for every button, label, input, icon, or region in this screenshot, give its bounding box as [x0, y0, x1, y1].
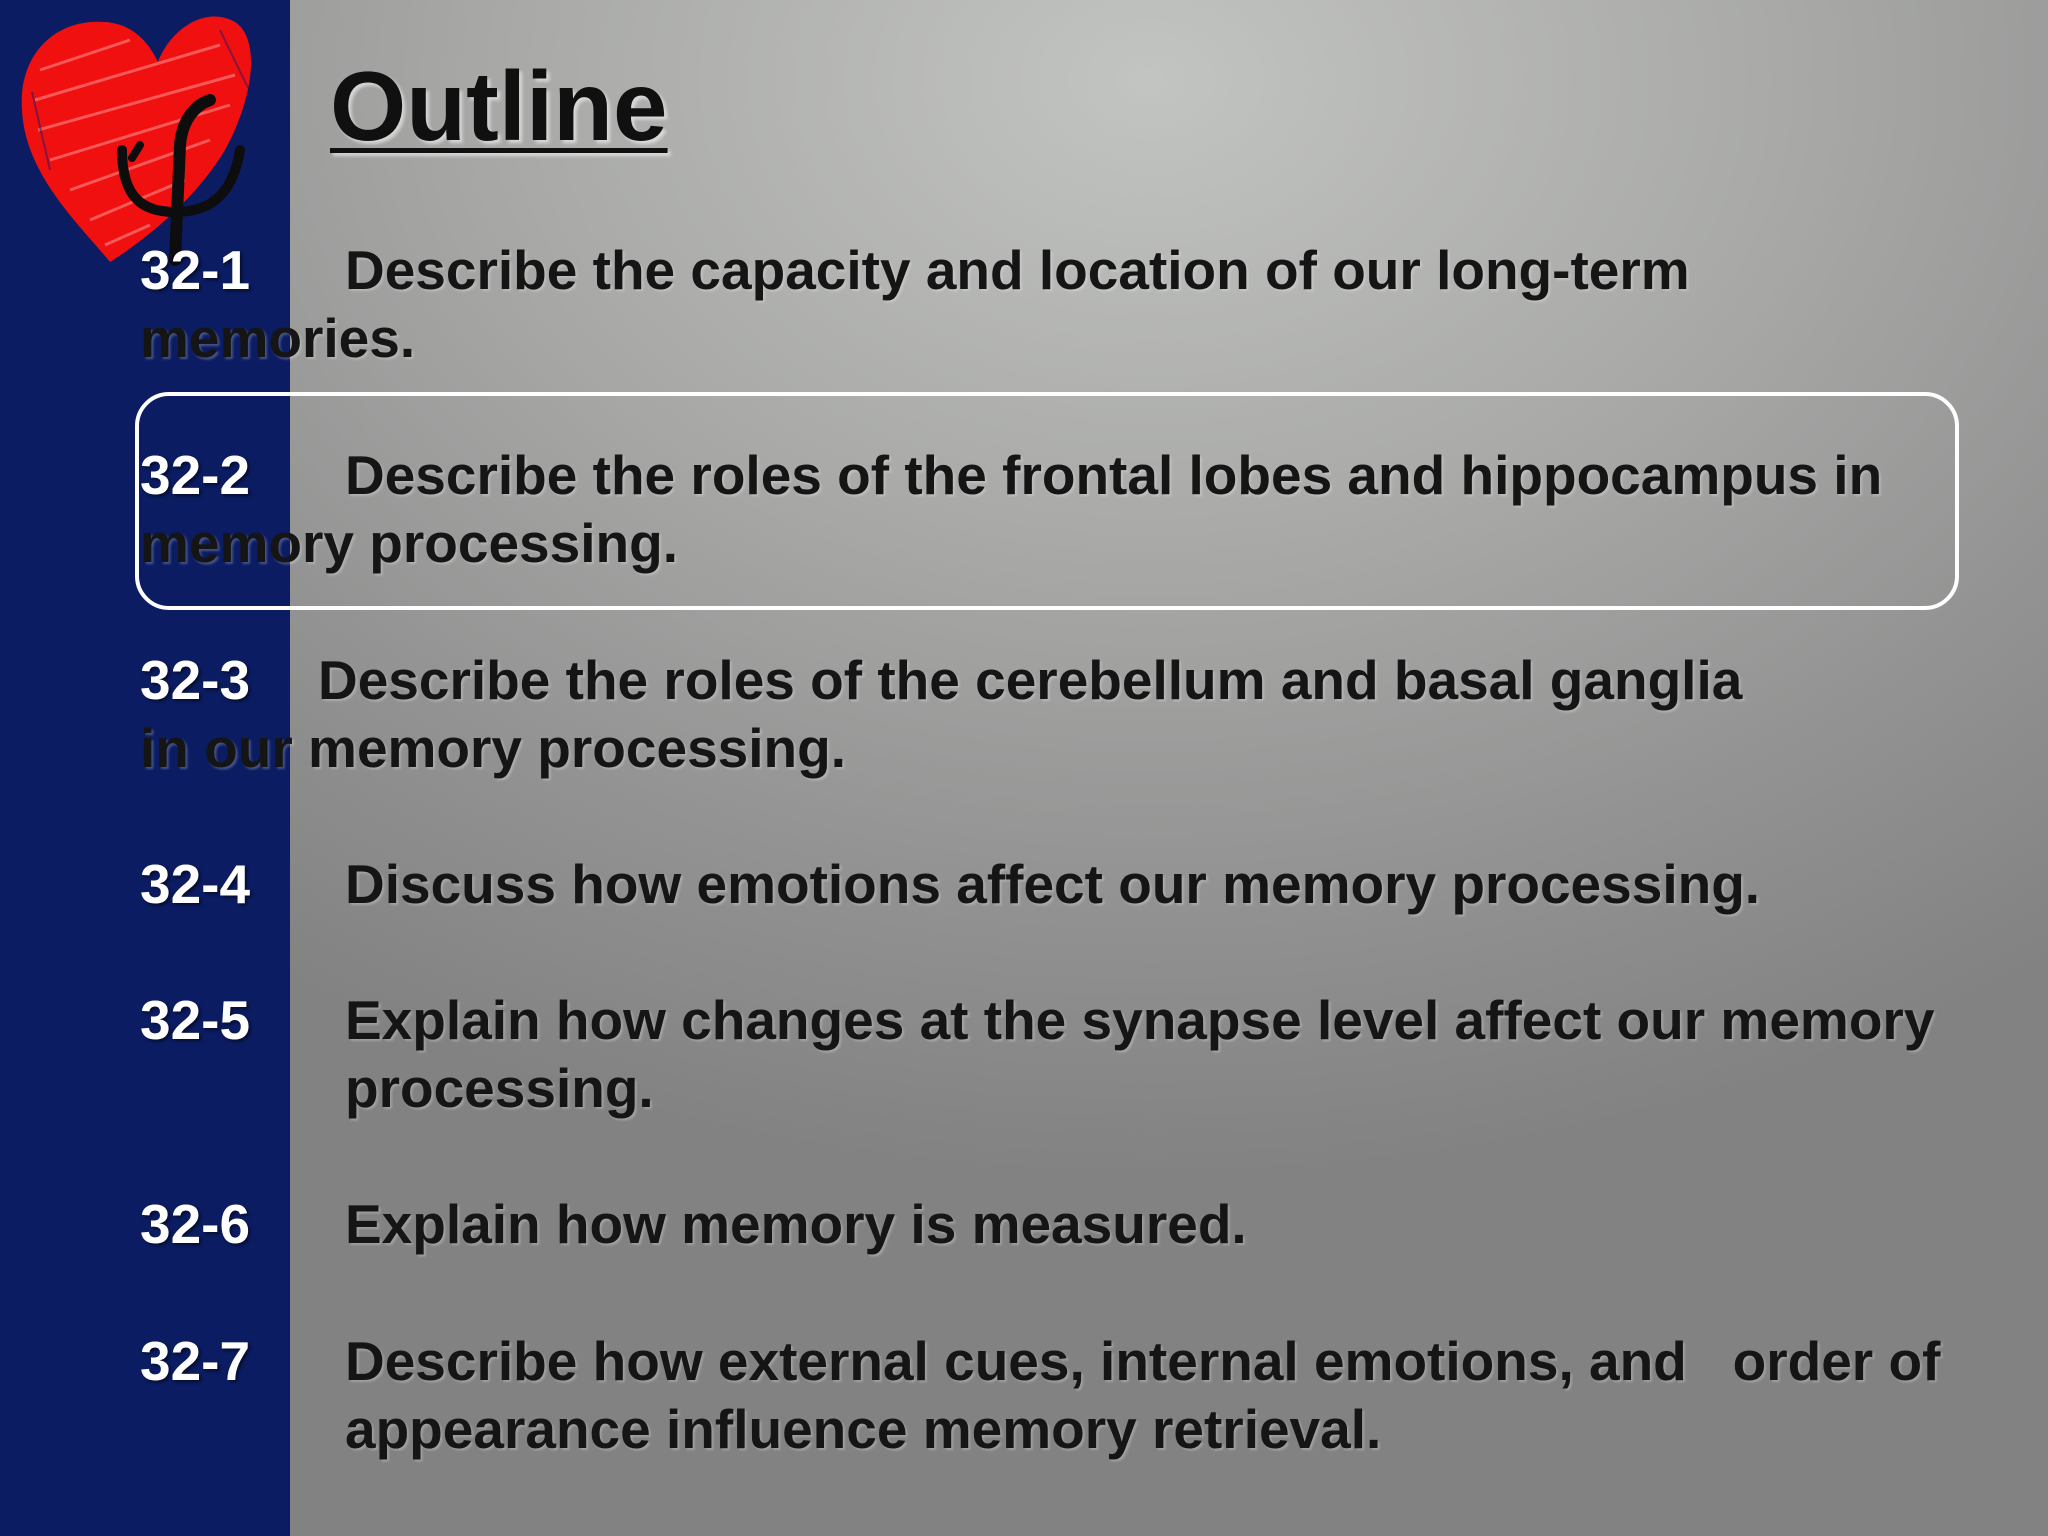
item-text-continued: appearance influence memory retrieval.: [345, 1398, 1382, 1460]
item-number: 32-5: [140, 989, 251, 1051]
outline-item-32-3: [140, 646, 2020, 782]
outline-item-32-6: [140, 1190, 2020, 1258]
item-text: Discuss how emotions affect our memory processing.: [345, 853, 1761, 915]
item-number: 32-6: [140, 1193, 251, 1255]
heart-icon: [22, 17, 251, 262]
item-text: Describe the roles of the frontal lobes and hippocampus in: [345, 444, 1883, 506]
item-number: 32-4: [140, 853, 251, 915]
item-number: 32-3: [140, 649, 251, 711]
item-text: Explain how changes at the synapse level affect our memory: [345, 989, 1935, 1051]
item-number: 32-2: [140, 444, 251, 506]
outline-item-32-7: [140, 1327, 2020, 1463]
item-text-continued: in our memory processing.: [140, 717, 847, 779]
outline-item-32-5: [140, 986, 2020, 1122]
item-text: Describe the roles of the cerebellum and basal ganglia: [318, 649, 1743, 711]
item-text-continued: processing.: [345, 1057, 654, 1119]
outline-item-32-4: [140, 850, 2020, 918]
page-title: Outline: [330, 51, 668, 161]
item-text: Explain how memory is measured.: [345, 1193, 1247, 1255]
outline-item-32-2: [140, 441, 2020, 577]
outline-item-32-1: [140, 236, 2020, 372]
item-text: Describe how external cues, internal emotions, and order of: [345, 1330, 1941, 1392]
logo: [10, 0, 280, 270]
item-text-continued: memory processing.: [140, 512, 678, 574]
item-text-continued: memories.: [140, 307, 416, 369]
item-text: Describe the capacity and location of our long-term: [345, 239, 1690, 301]
item-number: 32-1: [140, 239, 251, 301]
item-number: 32-7: [140, 1330, 251, 1392]
